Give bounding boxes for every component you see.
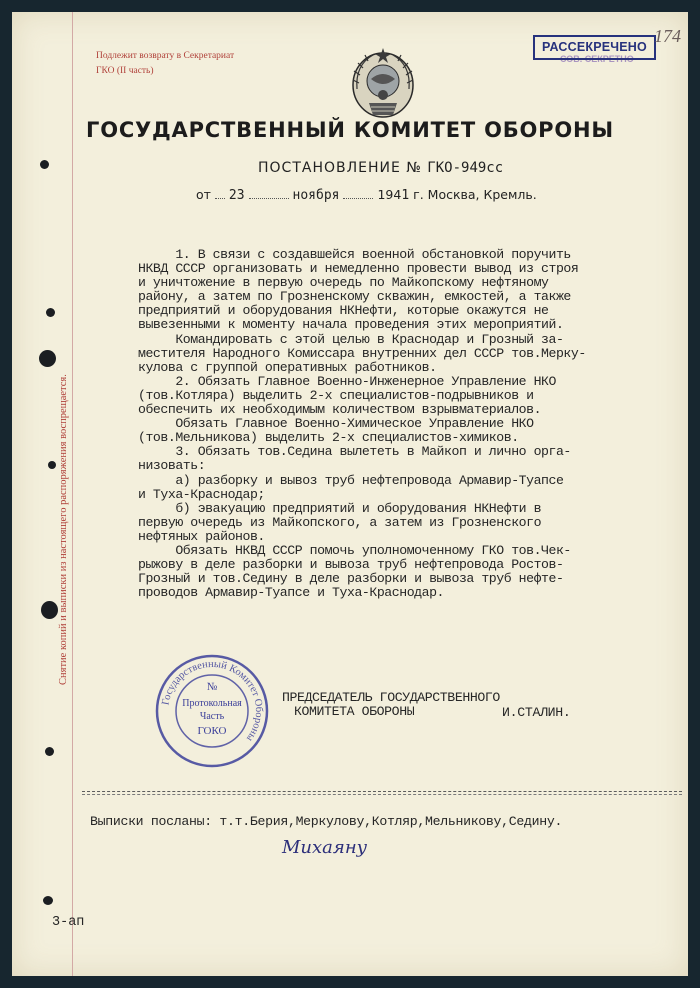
decree-label: ПОСТАНОВЛЕНИЕ № [258, 160, 422, 176]
seal-line1: № [206, 681, 218, 693]
document-title: ГОСУДАРСТВЕННЫЙ КОМИТЕТ ОБОРОНЫ [86, 118, 614, 142]
punch-hole [39, 350, 56, 367]
decree-body-text: 1. В связи с создавшейся военной обстановкой поручить НКВД СССР организовать и немедленно провести вывод из строя и уничтожение в первую очередь по Майкопскому нефтяному району, а затем по Грозненскому скважин, емкостей, а также предприятий и оборудования НКНефти, которые окажутся не вывезенными к моменту начала проведения этих мероприятий. Командировать с этой целью в Краснодар и Грозный за- местителя Народного Комиссара внутренних дел СССР тов.Мерку- кулова с группой оперативных работников. 2. Обязать Главное Военно-Инженерное Управление НКО (тов.Котляра) выделить 2-х специалистов-подрывников и обеспечить их необходимым количеством взрывматериалов. Обязать Главное Военно-Химическое Управление НКО (тов.Мельникова) выделить 2-х специалистов-химиков. 3. Обязать тов.Седина вылететь в Майкоп и лично орга- низовать: а) разборку и вывоз труб нефтепровода Армавир-Туапсе и Туха-Краснодар; б) эвакуацию предприятий и оборудования НКНефти в первую очередь из Майкопского, а затем из Грозненского нефтяных районов. Обязать НКВД СССР помочь уполномоченному ГКО тов.Чек- рыжову в деле разборки и вывоза труб нефтепровода Ростов- Грозный и тов.Седину в деле разборки и вывоза труб нефте- проводов Армавир-Туапсе и Туха-Краснодар. [138, 247, 586, 601]
punch-hole [46, 308, 55, 317]
punch-hole [45, 747, 54, 756]
date-year-prefix: 194 [377, 187, 402, 202]
page-number: 174 [654, 26, 681, 46]
seal-line3: Часть [199, 711, 225, 722]
signature-title-line1: ПРЕДСЕДАТЕЛЬ ГОСУДАРСТВЕННОГО [282, 690, 500, 705]
punch-hole [48, 461, 56, 469]
official-seal [153, 652, 271, 770]
return-note-line1: Подлежит возврату в Секретариат [96, 51, 235, 61]
struck-classification: СОВ. СЕКРЕТНО [560, 54, 634, 64]
svg-text:Михаяну: Михаяну [282, 837, 368, 858]
signatory-name: И.СТАЛИН. [502, 705, 571, 720]
return-note-line2: ГКО (II часть) [96, 66, 154, 76]
date-month: ноября [292, 188, 340, 203]
date-place: Москва, Кремль. [427, 187, 537, 202]
date-year-suffix: 1 [401, 188, 410, 203]
distribution-list: Выписки посланы: т.т.Берия,Меркулову,Котляр,Мельникову,Седину. [90, 814, 563, 829]
decree-heading [258, 160, 503, 176]
signature-title-line2: КОМИТЕТА ОБОРОНЫ [294, 704, 415, 720]
seal-line4: ГОКО [197, 725, 227, 737]
declassified-stamp: РАССЕКРЕЧЕНО [533, 35, 656, 60]
footer-code: 3-ап [52, 915, 85, 930]
margin-restriction-note: Снятие копий и выписки из настоящего распоряжения воспрещается. [58, 374, 69, 685]
date-prefix: от [196, 187, 211, 202]
date-year-label: г. [413, 187, 424, 202]
date-day: 23 [228, 188, 245, 203]
decree-number: ГКО-949сс [427, 160, 504, 176]
seal-outer-text: Государственный Комитет Обороны [160, 658, 265, 744]
divider-line [82, 791, 682, 792]
document-page [12, 12, 688, 976]
punch-hole [40, 160, 49, 169]
punch-hole [43, 896, 53, 905]
signature-title [282, 691, 500, 719]
divider-line [82, 794, 682, 795]
return-note [96, 49, 234, 79]
seal-line2: Протокольная [182, 698, 242, 709]
margin-line [72, 12, 73, 976]
ussr-emblem-icon [349, 45, 417, 119]
punch-hole [41, 601, 58, 619]
date-line [196, 187, 537, 203]
handwritten-initials [280, 827, 380, 867]
